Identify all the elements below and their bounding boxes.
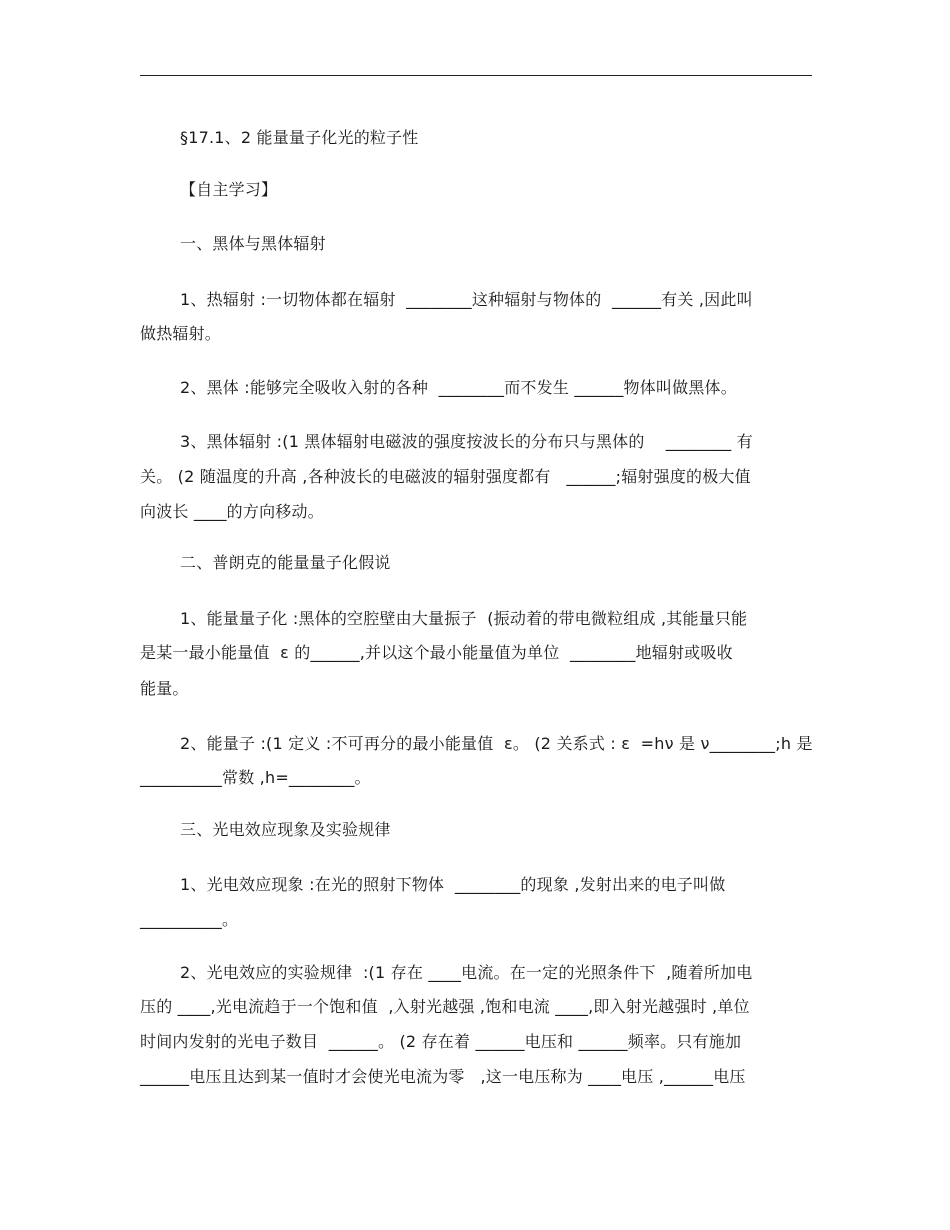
paragraph-line: 能量。 <box>140 679 189 698</box>
heading-one: 一、黑体与黑体辐射 <box>180 234 326 253</box>
paragraph-line: 2、光电效应的实验规律 :(1 存在 ____电流。在一定的光照条件下 ,随着所加电 <box>180 963 753 982</box>
paragraph-line: 1、光电效应现象 :在光的照射下物体 ________的现象 ,发射出来的电子叫做 <box>180 875 726 894</box>
paragraph-line: 压的 ____,光电流趋于一个饱和值 ,入射光越强 ,饱和电流 ____,即入射光越强时 ,单位 <box>140 997 750 1016</box>
paragraph-line: 是某一最小能量值 ε 的______,并以这个最小能量值为单位 ________地辐射或吸收 <box>140 643 733 662</box>
paragraph-line: 关。 (2 随温度的升高 ,各种波长的电磁波的辐射强度都有 ______;辐射强度的极大值 <box>140 467 751 486</box>
paragraph-line: 时间内发射的光电子数目 ______。 (2 存在着 ______电压和 ______频率。只有施加 <box>140 1032 742 1051</box>
paragraph-line: 2、能量子 :(1 定义 :不可再分的最小能量值 ε。 (2 关系式 : ε =hν 是 ν________;h 是 <box>180 734 813 753</box>
paragraph-line: ______电压且达到某一值时才会使光电流为零 ,这一电压称为 ____电压 ,______电压 <box>140 1067 746 1086</box>
section-label: 【自主学习】 <box>180 180 278 199</box>
paragraph-line: 2、黑体 :能够完全吸收入射的各种 ________而不发生 ______物体叫做黑体。 <box>180 378 737 397</box>
paragraph-line: __________。 <box>140 910 239 929</box>
heading-two: 二、普朗克的能量量子化假说 <box>180 553 391 572</box>
paragraph-line: __________常数 ,h=________。 <box>140 768 371 787</box>
page-title: §17.1、2 能量量子化光的粒子性 <box>180 128 419 147</box>
paragraph-line: 做热辐射。 <box>140 324 222 343</box>
paragraph-line: 向波长 ____的方向移动。 <box>140 502 324 521</box>
paragraph-line: 1、能量量子化 :黑体的空腔壁由大量振子 (振动着的带电微粒组成 ,其能量只能 <box>180 609 748 628</box>
heading-three: 三、光电效应现象及实验规律 <box>180 820 391 839</box>
paragraph-line: 3、黑体辐射 :(1 黑体辐射电磁波的强度按波长的分布只与黑体的 ________ 有 <box>180 432 753 451</box>
paragraph-line: 1、热辐射 :一切物体都在辐射 ________这种辐射与物体的 ______有关 ,因此叫 <box>180 290 753 309</box>
header-rule <box>140 75 812 76</box>
